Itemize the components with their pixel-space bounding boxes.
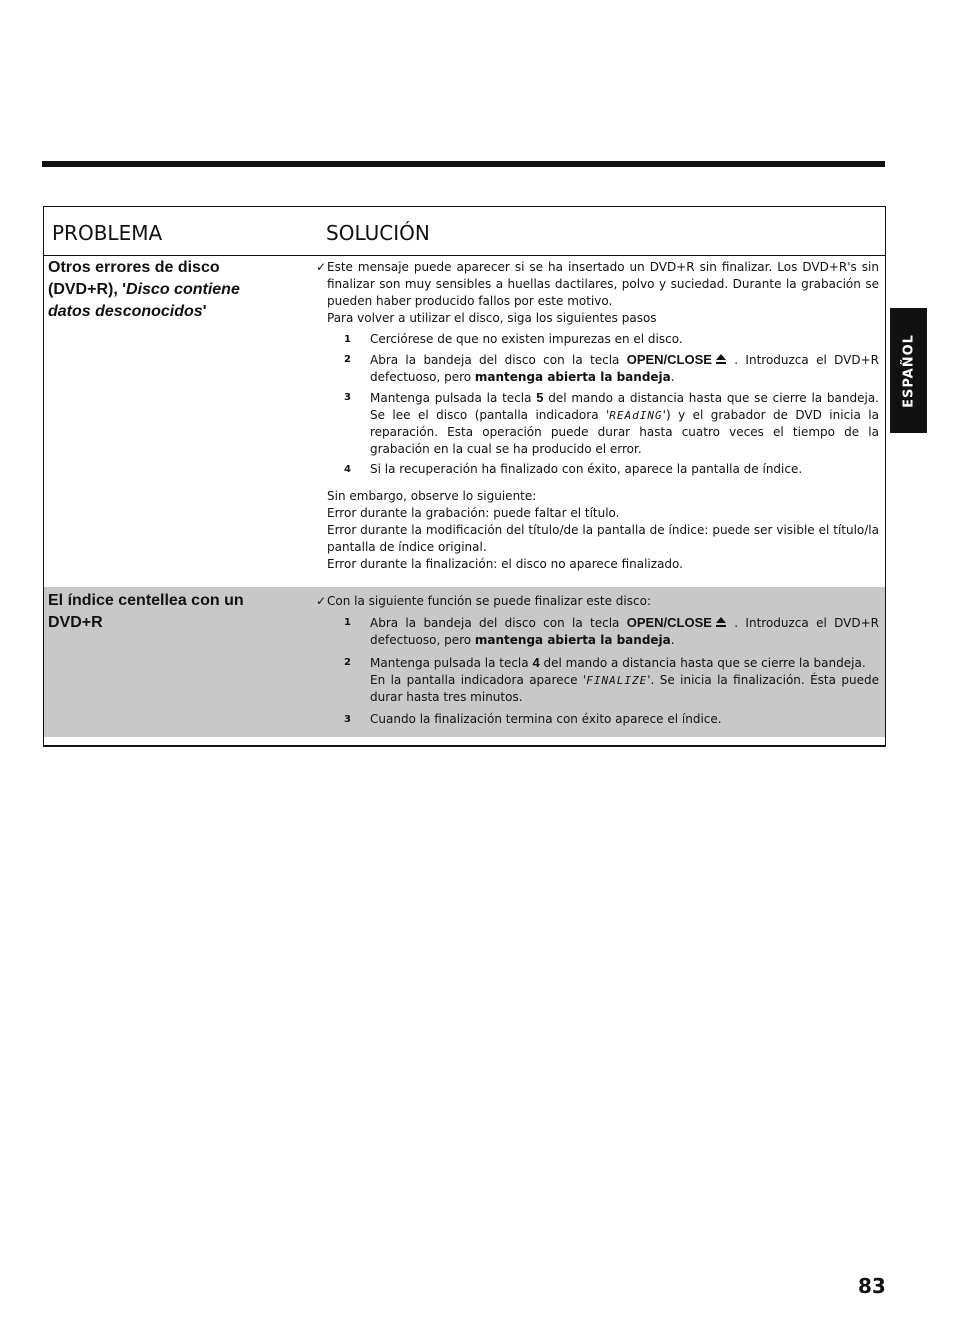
step-item <box>316 351 879 386</box>
note-line: Error durante la modificación del título/de la pantalla de índice: puede ser visible el título/la pantalla de índice original. <box>327 523 879 554</box>
step-number: 1 <box>344 617 351 628</box>
step-text: del mando a distancia hasta que se cierre la bandeja. <box>539 656 866 670</box>
step-text: . <box>670 370 675 384</box>
step-bold-text: mantenga abierta la bandeja <box>474 633 671 647</box>
language-tab <box>890 308 927 433</box>
lcd-display-text: REAdING <box>609 409 663 422</box>
eject-icon <box>715 353 727 365</box>
step-text: Si la recuperación ha finalizado con éxito, aparece la pantalla de índice. <box>370 462 803 476</box>
solution-intro: Este mensaje puede aparecer si se ha insertado un DVD+R sin finalizar. Los DVD+R's sin finalizar son muy sensibles a huellas dactilares, polvo y suciedad. Durante la grabación se pueden haber producido fallos por este motivo. <box>327 260 879 308</box>
problem-text-italic: Disco contiene <box>126 281 240 298</box>
lcd-display-text: FINALIZE <box>586 674 648 687</box>
step-number: 2 <box>344 354 351 365</box>
table-row <box>44 256 885 586</box>
step-bold-text: mantenga abierta la bandeja <box>474 370 671 384</box>
solution-cell <box>316 593 879 728</box>
step-number: 2 <box>344 657 351 668</box>
note-line: Sin embargo, observe lo siguiente: <box>327 489 537 503</box>
problem-cell <box>48 257 298 323</box>
step-text: del mando a distancia hasta que se cierre la bandeja. Se lee el disco (pantalla indicadora ' <box>370 391 879 422</box>
step-number: 3 <box>344 714 351 725</box>
table-row <box>44 587 885 737</box>
key-label: 5 <box>536 390 544 405</box>
step-text: . Introduzca el DVD+R defectuoso, pero <box>370 616 879 647</box>
header-problem: PROBLEMA <box>52 221 163 245</box>
step-text: . Introduzca el DVD+R defectuoso, pero <box>370 353 879 384</box>
checkmark-icon: ✓ <box>316 260 327 274</box>
top-rule <box>42 161 885 167</box>
step-text: Cerciórese de que no existen impurezas en el disco. <box>370 332 683 346</box>
step-number: 1 <box>344 334 351 345</box>
key-label: OPEN/CLOSE <box>626 615 712 630</box>
table-header <box>44 207 885 256</box>
step-text: Abra la bandeja del disco con la tecla <box>370 616 627 630</box>
solution-intro-2: Para volver a utilizar el disco, siga los siguientes pasos <box>327 311 657 325</box>
problem-text: ' <box>202 303 207 320</box>
step-item <box>316 389 879 458</box>
step-text: Cuando la finalización termina con éxito aparece el índice. <box>370 712 722 726</box>
problem-text: (DVD+R), ' <box>48 281 127 298</box>
problem-text-italic: datos desconocidos <box>48 303 203 320</box>
step-text: '. Se inicia la finalización. Ésta puede durar hasta tres minutos. <box>370 673 879 704</box>
key-label: OPEN/CLOSE <box>626 352 712 367</box>
solution-intro: Con la siguiente función se puede finalizar este disco: <box>327 594 651 608</box>
step-item <box>316 461 879 478</box>
header-solution: SOLUCIÓN <box>326 221 430 245</box>
note-line: Error durante la grabación: puede faltar el título. <box>327 506 620 520</box>
language-tab-label: ESPAÑOL <box>901 333 916 408</box>
step-text: Mantenga pulsada la tecla <box>370 391 537 405</box>
eject-icon <box>715 616 727 628</box>
step-item <box>316 331 879 348</box>
page-number: 83 <box>858 1274 886 1298</box>
step-item <box>316 654 879 706</box>
key-label: 4 <box>532 655 540 670</box>
step-number: 4 <box>344 464 351 475</box>
troubleshooting-table <box>43 206 886 747</box>
step-text: . <box>670 633 675 647</box>
note-line: Error durante la finalización: el disco no aparece finalizado. <box>327 557 683 571</box>
step-number: 3 <box>344 392 351 403</box>
step-item <box>316 614 879 649</box>
step-text: ') y el grabador de DVD inicia la reparación. Esta operación puede durar hasta cuatro veces el tiempo de la grabación en la cual se ha producido el error. <box>370 408 879 456</box>
solution-cell <box>316 259 879 573</box>
problem-cell: El índice centellea con un DVD+R <box>48 592 244 631</box>
checkmark-icon: ✓ <box>316 594 327 608</box>
step-item <box>316 711 879 728</box>
notes-block <box>316 488 879 573</box>
step-text: Abra la bandeja del disco con la tecla <box>370 353 627 367</box>
problem-text: Otros errores de disco <box>48 259 220 276</box>
step-text: En la pantalla indicadora aparece ' <box>370 673 587 687</box>
step-text: Mantenga pulsada la tecla <box>370 656 533 670</box>
